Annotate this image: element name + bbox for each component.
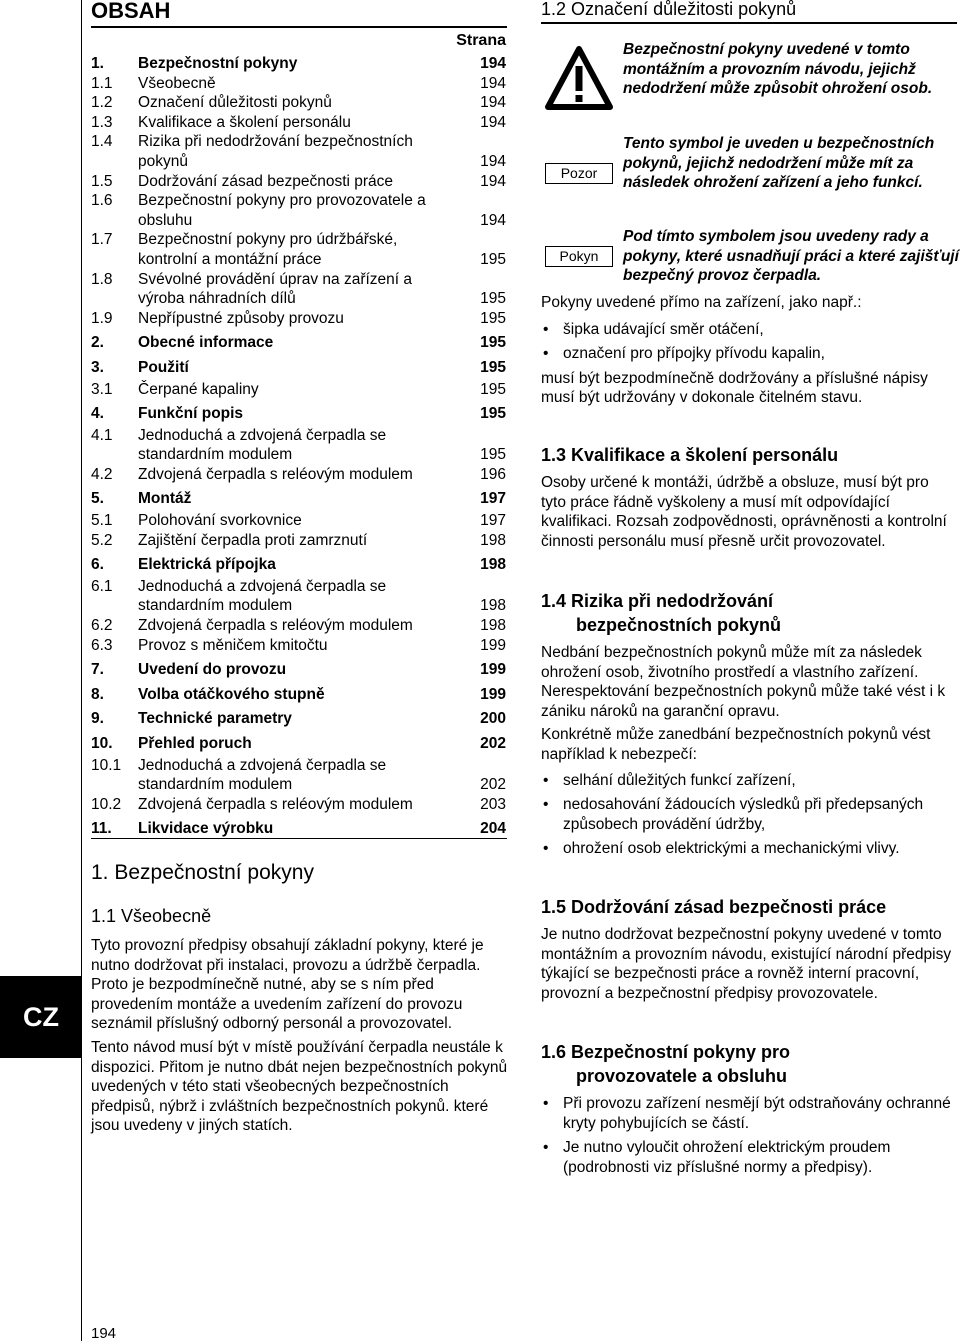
list-item: • označení pro přípojky přívodu kapalin, (541, 344, 957, 364)
toc-entry-number: 1.8 (91, 270, 113, 288)
toc-entry-title: Rizika při nedodržování bezpečnostních pokynů (138, 133, 413, 170)
toc-entry (91, 191, 507, 230)
toc-entry (91, 555, 507, 575)
toc-entry-page: 204 (480, 820, 506, 838)
toc-entry-title: Zdvojená čerpadla s reléovým modulem (138, 465, 413, 483)
toc-entry-page: 194 (480, 211, 506, 229)
toc-entry-number: 6.1 (91, 577, 113, 595)
toc-entry-page: 200 (480, 710, 506, 728)
pokyn-text: Pod tímto symbolem jsou uvedeny rady a pokyny, které usnadňují práci a které zajišťují bezpečný provoz čerpadla. (623, 228, 959, 285)
pozor-label-box: Pozor (545, 163, 613, 184)
toc-entry-number: 6. (91, 556, 104, 574)
list-item: • nedosahování žádoucích výsledků při předepsaných způsobech provádění údržby, (541, 795, 957, 834)
toc-entry-title: Likvidace výrobku (138, 820, 274, 838)
sidebar-divider (81, 0, 82, 1341)
warning-symbol-row (541, 40, 957, 120)
toc-entry-title: Nepřípustné způsoby provozu (138, 309, 344, 327)
toc-entry-number: 5.1 (91, 512, 113, 530)
toc-entry (91, 660, 507, 680)
toc-entry (91, 54, 507, 74)
toc-title: OBSAH (91, 0, 171, 23)
toc-entry-page: 195 (480, 334, 506, 352)
toc-entry-number: 4.1 (91, 426, 113, 444)
toc-entry-title: Volba otáčkového stupně (138, 685, 325, 703)
toc-entry (91, 734, 507, 754)
toc-entry-page: 198 (480, 597, 506, 615)
toc-entry (91, 511, 507, 531)
toc-entry-title: Zdvojená čerpadla s reléovým modulem (138, 617, 413, 635)
toc-entry-number: 5.2 (91, 531, 113, 549)
section-1-1-paragraph: Tento návod musí být v místě používání čerpadla neustále k dispozici. Přitom je nutno dbát nejen bezpečnostních pokynů uvedených v této stati všeobecných bezpečnostních předpisů, nýbrž i zvláštních bezpečnostních pokynů. které jsou uvedeny v jiných statích. (91, 1038, 508, 1135)
toc-entry-title: Použití (138, 358, 189, 376)
toc-entry-page: 199 (480, 636, 506, 654)
toc-entry (91, 795, 507, 815)
toc-entry-number: 1.2 (91, 94, 113, 112)
toc-entry-number: 4. (91, 405, 104, 423)
toc-entry-title: Jednoduchá a zdvojená čerpadla se standardním modulem (138, 756, 387, 794)
toc-entry-page: 195 (480, 358, 506, 376)
section-1-heading: 1. Bezpečnostní pokyny (91, 861, 314, 884)
toc-entry-number: 10.2 (91, 795, 122, 813)
toc-entry (91, 230, 507, 269)
device-markings-block (541, 293, 957, 412)
toc-entry-page: 198 (480, 617, 506, 635)
toc-entry (91, 113, 507, 133)
toc-entry-page: 194 (480, 74, 506, 92)
toc-entry (91, 404, 507, 424)
toc-entry-title: Funkční popis (138, 405, 244, 423)
toc-entry (91, 709, 507, 729)
toc-entry (91, 132, 507, 171)
list-item: • selhání důležitých funkcí zařízení, (541, 771, 957, 791)
page-number: 194 (91, 1325, 117, 1342)
toc-entry-number: 7. (91, 661, 104, 679)
toc-entry-title: Přehled poruch (138, 735, 252, 752)
toc-entry-title: Obecné informace (138, 334, 274, 352)
section-1-4-heading-continued: bezpečnostních pokynů (576, 615, 782, 635)
toc-entry-page: 194 (480, 55, 506, 72)
toc-entry (91, 426, 507, 465)
toc-entry (91, 172, 507, 192)
toc-entry-number: 1. (91, 55, 104, 72)
toc-entry-title: Jednoduchá a zdvojená čerpadla se standardním modulem (138, 426, 387, 464)
section-1-4-list (541, 771, 957, 859)
section-1-6-list (541, 1094, 957, 1177)
section-1-6-heading-continued: provozovatele a obsluhu (576, 1066, 788, 1086)
toc-entry-title: Technické parametry (138, 710, 292, 728)
toc-entry-number: 1.7 (91, 231, 113, 249)
toc-entry-page: 197 (480, 512, 506, 530)
toc-entry-title: Všeobecně (138, 74, 216, 92)
toc-entry-number: 1.5 (91, 172, 113, 190)
toc-entry (91, 333, 507, 353)
toc-bottom-rule (91, 838, 507, 839)
toc-entry-title: Zajištění čerpadla proti zamrznutí (138, 531, 368, 549)
section-1-3-body: Osoby určené k montáži, údržbě a obsluze, musí být pro tyto práce řádně vyškoleny a musí mít odpovídající kvalifikaci. Rozsah zodpovědnosti, oprávněnosti a kontrolní činnosti personálu musí přesně určit provozovatel. (541, 474, 947, 550)
toc-entry (91, 74, 507, 94)
toc-entry-number: 3. (91, 358, 104, 376)
toc-entry (91, 636, 507, 656)
section-1-4-paragraph: Nedbání bezpečnostních pokynů může mít za následek ohrožení osob, životního prostředí a vlastního zařízení. Nerespektování bezpečnostních pokynů může také vést i k zániku nároků na garanční opravu. (541, 644, 946, 720)
toc-entry (91, 489, 507, 509)
toc-entry-number: 1.6 (91, 192, 113, 210)
toc-entry-page: 194 (480, 152, 506, 170)
toc-entry-number: 5. (91, 490, 104, 508)
toc-entry-title: Dodržování zásad bezpečnosti práce (138, 172, 394, 190)
list-item: • Je nutno vyloučit ohrožení elektrickým proudem (podrobnosti viz příslušné normy a předpisy). (541, 1138, 957, 1177)
list-item: • šipka udávající směr otáčení, (541, 320, 957, 340)
warning-triangle-icon (545, 46, 613, 110)
toc-entry-page: 195 (480, 446, 506, 464)
toc-entry (91, 270, 507, 309)
toc-entry (91, 465, 507, 485)
toc-entry-page: 194 (480, 113, 506, 131)
toc-entry-number: 6.2 (91, 617, 113, 635)
toc-entry-number: 1.9 (91, 309, 113, 327)
section-1-5 (541, 895, 957, 1003)
toc-entry-number: 10.1 (91, 756, 122, 774)
toc-entry-number: 1.1 (91, 74, 113, 92)
toc-entry-page: 202 (480, 776, 506, 794)
toc-entry-page: 195 (480, 380, 506, 398)
pokyn-symbol-row (541, 227, 957, 287)
toc-entry-page: 199 (480, 661, 506, 679)
toc-title-rule (91, 26, 507, 28)
toc-entry-page: 199 (480, 685, 506, 703)
toc-entry-title: Polohování svorkovnice (138, 512, 302, 530)
toc-entry-page: 197 (480, 490, 506, 508)
device-markings-outro: musí být bezpodmínečně dodržovány a příslušné nápisy musí být udržovány v dokonale čitelném stavu. (541, 369, 928, 407)
section-1-3 (541, 443, 957, 551)
pozor-symbol-row (541, 134, 957, 214)
pozor-text: Tento symbol je uveden u bezpečnostních pokynů, jejichž nedodržení může mít za následek ohrožení zařízení a jeho funkcí. (623, 135, 935, 192)
toc-entry-title: Svévolné provádění úprav na zařízení a výroba náhradních dílů (138, 270, 413, 308)
section-1-6-heading: 1.6 Bezpečnostní pokyny pro (541, 1042, 791, 1062)
toc-entry (91, 819, 507, 839)
toc-entry-number: 1.3 (91, 113, 113, 131)
toc-entry-page: 195 (480, 250, 506, 268)
language-tab: CZ (0, 976, 82, 1058)
section-1-1-body (91, 936, 511, 1140)
toc-entry-page: 196 (480, 465, 506, 483)
toc-entry-title: Bezpečnostní pokyny (138, 55, 298, 72)
toc-entry-title: Montáž (138, 490, 192, 508)
section-1-2-heading: 1.2 Označení důležitosti pokynů (541, 0, 797, 19)
section-1-6 (541, 1040, 957, 1182)
section-1-5-heading: 1.5 Dodržování zásad bezpečnosti práce (541, 897, 887, 917)
toc-entry-page: 198 (480, 531, 506, 549)
toc-entry-page: 198 (480, 556, 506, 574)
list-item: • Při provozu zařízení nesmějí být odstraňovány ochranné kryty pohybujících se částí. (541, 1094, 957, 1133)
toc-entry (91, 531, 507, 551)
toc-entry-title: Kvalifikace a školení personálu (138, 113, 351, 131)
toc-entry-page: 194 (480, 94, 506, 112)
toc-entry-number: 3.1 (91, 380, 113, 398)
toc-page-column-header: Strana (456, 32, 506, 49)
toc-entry-title: Bezpečnostní pokyny pro provozovatele a obsluhu (138, 192, 426, 229)
toc-entry-number: 2. (91, 334, 104, 352)
warning-text: Bezpečnostní pokyny uvedené v tomto montážním a provozním návodu, jejichž nedodržení může způsobit ohrožení osob. (623, 41, 933, 98)
toc-entry-number: 10. (91, 735, 113, 752)
toc-entry (91, 93, 507, 113)
toc-entry (91, 309, 507, 329)
section-1-1-paragraph: Tyto provozní předpisy obsahují základní pokyny, které je nutno dodržovat při instalaci, provozu a údržbě čerpadla. Proto je bezpodmínečně nutné, aby se s ním před provedením montáže a uvedením zařízení do provozu seznámil příslušný odborný personál a provozovatel. (91, 937, 484, 1033)
pokyn-label-box: Pokyn (545, 246, 613, 267)
toc-entry-page: 195 (480, 290, 506, 308)
list-item: • ohrožení osob elektrickými a mechanickými vlivy. (541, 839, 957, 859)
toc-entry-number: 11. (91, 820, 112, 838)
section-1-3-heading: 1.3 Kvalifikace a školení personálu (541, 445, 839, 465)
toc-entry-title: Označení důležitosti pokynů (138, 94, 332, 112)
toc-entry-title: Čerpané kapaliny (138, 380, 259, 398)
toc-entry-page: 203 (480, 795, 506, 813)
toc-entry-title: Zdvojená čerpadla s reléovým modulem (138, 795, 413, 813)
toc-entry (91, 616, 507, 636)
toc-entry-page: 195 (480, 405, 506, 423)
toc-entry-title: Jednoduchá a zdvojená čerpadla se standardním modulem (138, 577, 387, 615)
toc-entry-page: 194 (480, 172, 506, 190)
toc-entry (91, 577, 507, 616)
toc-entry (91, 685, 507, 705)
toc-entry-number: 4.2 (91, 465, 113, 483)
toc-entry (91, 380, 507, 400)
device-markings-list (541, 320, 957, 364)
toc-entry (91, 756, 507, 795)
toc-entry-title: Bezpečnostní pokyny pro údržbářské, kontrolní a montážní práce (138, 231, 398, 268)
toc-entry-number: 9. (91, 710, 104, 728)
toc-entry (91, 358, 507, 378)
section-1-1-heading: 1.1 Všeobecně (91, 906, 212, 926)
table-of-contents (91, 54, 507, 839)
toc-entry-page: 202 (480, 735, 506, 752)
toc-entry-title: Elektrická přípojka (138, 556, 276, 574)
toc-entry-page: 195 (480, 309, 506, 327)
section-1-2-rule (541, 22, 957, 24)
device-markings-intro: Pokyny uvedené přímo na zařízení, jako např.: (541, 294, 862, 311)
section-1-4 (541, 589, 957, 864)
section-1-4-heading: 1.4 Rizika při nedodržování (541, 591, 774, 611)
toc-entry-number: 1.4 (91, 133, 113, 151)
toc-entry-number: 6.3 (91, 636, 113, 654)
toc-entry-title: Provoz s měničem kmitočtu (138, 636, 328, 654)
toc-entry-title: Uvedení do provozu (138, 661, 287, 679)
toc-entry-number: 8. (91, 685, 104, 703)
section-1-5-body: Je nutno dodržovat bezpečnostní pokyny uvedené v tomto montážním a provozním návodu, existující národní předpisy týkající se bezpečnosti práce a rovněž interní pracovní, provozní a bezpečnostní předpisy provozovatele. (541, 926, 952, 1002)
section-1-4-paragraph: Konkrétně může zanedbání bezpečnostních pokynů vést například k nebezpečí: (541, 726, 931, 763)
